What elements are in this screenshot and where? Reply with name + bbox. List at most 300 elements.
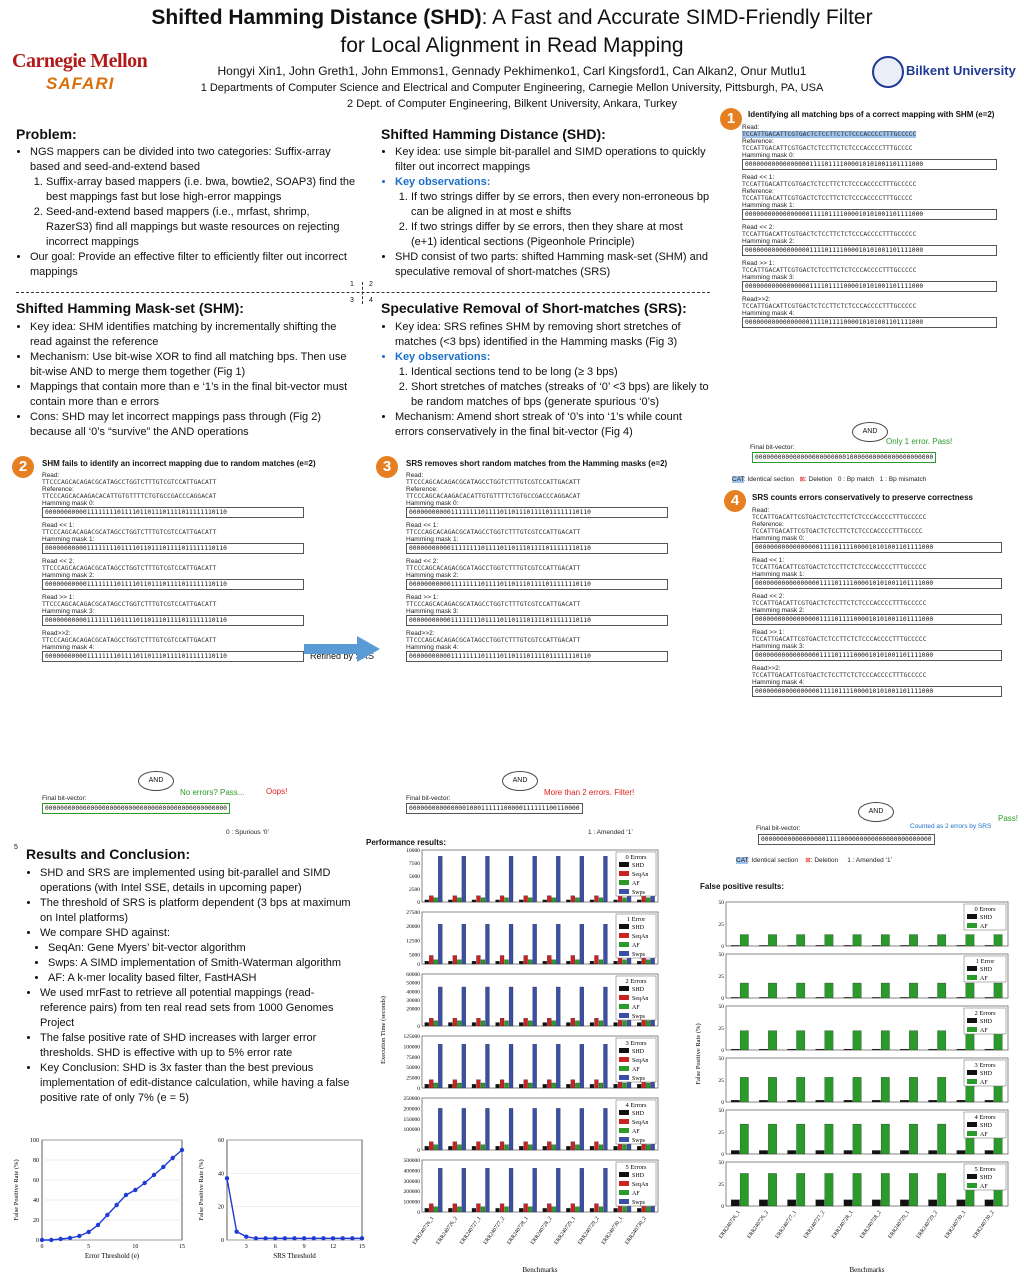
fp-error-series-line xyxy=(42,1150,182,1240)
legend-label-swps: Swps xyxy=(632,890,646,896)
bar-shd xyxy=(929,945,937,946)
bar-shd xyxy=(425,961,429,964)
fig3-mask1-label: Hamming mask 1: xyxy=(406,536,459,543)
panel-ytick: 250000 xyxy=(403,1096,420,1102)
bar-af xyxy=(528,1207,532,1212)
legend-label-swps: Swps xyxy=(632,1200,646,1206)
bar-af xyxy=(966,983,974,998)
bar-swps xyxy=(556,924,560,964)
bar-shd xyxy=(590,900,594,902)
bar-seqan xyxy=(595,896,599,902)
bar-swps xyxy=(556,1108,560,1150)
legend-label-shd: SHD xyxy=(980,1071,993,1077)
legend-label-shd: SHD xyxy=(632,1111,645,1117)
bar-af xyxy=(825,1124,833,1154)
legend-label-shd: SHD xyxy=(980,915,993,921)
bar-af xyxy=(909,1124,917,1154)
panel-ytick: 100000 xyxy=(403,1199,420,1206)
bar-shd xyxy=(872,945,880,946)
category-label: ERR240728_1 xyxy=(506,1215,530,1246)
bar-af xyxy=(768,935,776,946)
bar-shd xyxy=(872,1100,880,1102)
legend-swatch-af xyxy=(619,942,629,947)
shd-bullet-2b: 2. If two strings differ by ≤e errors, then they share at most (e+1) identical sections (Pigeonhole Principle) xyxy=(411,220,711,250)
legend-swatch-af xyxy=(619,1004,629,1009)
legend-swatch-af xyxy=(967,975,977,980)
fig4-mask1-label: Hamming mask 1: xyxy=(752,571,805,578)
fig3-read-seq: TTCCCAGCACAGACGCATAGCCTGGTCTTTGTCGTCCATTGACATT xyxy=(406,479,581,486)
panel-legend-title: 4 Errors xyxy=(974,1114,996,1121)
fig1-read-shift2: TCCATTGACATTCGTGACTCTCCTTCTCTCCCACCCCTTTGCCCCC xyxy=(742,231,917,238)
figure-1-badge: 1 xyxy=(720,108,742,130)
bar-shd xyxy=(496,1208,500,1212)
fig2-shift4: TTCCCAGCACAGACGCATAGCCTGGTCTTTGTCGTCCATTGACATT xyxy=(42,637,217,644)
bar-swps xyxy=(438,1108,442,1150)
fp-srs-point xyxy=(283,1236,287,1240)
fp-srs-point xyxy=(273,1236,277,1240)
fig2-mask4: 000000000001111111101111011011101111011111110110 xyxy=(42,651,304,662)
fp-srs-ytick: 0 xyxy=(221,1238,224,1244)
bar-shd xyxy=(929,997,937,998)
category-label: ERR240727_1 xyxy=(458,1215,483,1246)
bar-shd xyxy=(844,1200,852,1206)
fig3-mask0-label: Hamming mask 0: xyxy=(406,500,459,507)
problem-section xyxy=(16,126,356,280)
bar-af xyxy=(938,935,946,946)
bar-shd xyxy=(788,945,796,946)
bar-shd xyxy=(759,1150,767,1154)
bar-seqan xyxy=(642,896,646,902)
bar-af xyxy=(528,960,532,964)
bar-af xyxy=(825,1031,833,1050)
fig3-final-label: Final bit-vector: xyxy=(406,795,451,802)
legend-swatch-seqan xyxy=(619,871,629,876)
quadrant-divider-v xyxy=(362,282,363,304)
bar-af xyxy=(938,983,946,998)
bar-af xyxy=(938,1124,946,1154)
fig3-mask0: 000000000001111111101111011011101111011111110110 xyxy=(406,507,668,518)
bar-af xyxy=(623,1083,627,1088)
legend-swatch-swps xyxy=(619,1199,629,1204)
category-label: ERR240726_1 xyxy=(411,1215,436,1246)
bar-af xyxy=(797,983,805,998)
affiliation-1: 1 Departments of Computer Science and Electrical and Computer Engineering, Carnegie Mellon University, Pittsburgh, PA, USA xyxy=(200,82,824,94)
bar-af xyxy=(768,1173,776,1206)
legend-swatch-swps xyxy=(619,951,629,956)
fp-srs-ytick: 20 xyxy=(218,1204,224,1211)
bar-af xyxy=(552,1145,556,1150)
fig4-shift4-label: Read>>2: xyxy=(752,665,781,672)
fig2-ref-label: Reference: xyxy=(42,486,74,493)
bar-af xyxy=(853,1031,861,1050)
srs-bullet-1: • Key idea: SRS refines SHM by removing short stretches of matches (<3 bps) identified in the Hamming masks (Fig 3) xyxy=(395,320,711,350)
fig1-read-shift3-label: Read >> 1: xyxy=(742,260,775,267)
panel-legend-title: 5 Errors xyxy=(974,1166,996,1173)
fig4-shift3-label: Read >> 1: xyxy=(752,629,785,636)
fp-srs-ylabel: False Positive Rate (%) xyxy=(198,1159,205,1221)
fp-error-point xyxy=(161,1165,165,1169)
bar-shd xyxy=(957,1150,965,1154)
affiliation-2: 2 Dept. of Computer Engineering, Bilkent University, Ankara, Turkey xyxy=(347,98,677,110)
fig4-read-label: Read: xyxy=(752,507,770,514)
bar-af xyxy=(505,1207,509,1212)
panel-ytick: 0 xyxy=(417,1148,420,1154)
legend-swatch-af xyxy=(967,923,977,928)
bar-seqan xyxy=(500,955,504,964)
problem-bullet-1a: 1. Suffix-array based mappers (i.e. bwa, bowtie2, SOAP3) find the best mappings fast but lose high-error mappings xyxy=(46,175,356,205)
bar-af xyxy=(768,983,776,998)
category-label: ERR240726_2 xyxy=(435,1215,460,1246)
bar-seqan xyxy=(500,896,504,902)
bar-seqan xyxy=(453,1018,457,1026)
fp-error-point xyxy=(68,1236,72,1240)
category-label: ERR240727_1 xyxy=(774,1209,799,1240)
bar-shd xyxy=(788,1150,796,1154)
fig4-mask0: 00000000000000000111101111000010101001101111000 xyxy=(752,542,1002,553)
bar-af xyxy=(481,1083,485,1088)
bar-shd xyxy=(637,900,641,902)
category-label: ERR240730_1 xyxy=(943,1209,968,1240)
bar-af xyxy=(740,935,748,946)
safari-logo: SAFARI xyxy=(46,74,115,93)
bar-af xyxy=(575,1083,579,1088)
bar-shd xyxy=(448,900,452,902)
bar-shd xyxy=(872,1150,880,1154)
srs-bullet-2a: 1. Identical sections tend to be long (≥ 3 bps) xyxy=(411,365,711,380)
bar-swps xyxy=(580,1044,584,1088)
bar-shd xyxy=(759,945,767,946)
bar-seqan xyxy=(453,896,457,902)
bar-shd xyxy=(816,1150,824,1154)
fig2-oops: Oops! xyxy=(266,787,288,796)
fig1-mask1-label: Hamming mask 1: xyxy=(742,202,795,209)
panel-ytick: 200000 xyxy=(403,1106,420,1113)
figure-3 xyxy=(406,472,668,772)
bar-seqan xyxy=(547,896,551,902)
bar-af xyxy=(646,1083,650,1088)
bar-seqan xyxy=(453,1080,457,1088)
panel-ytick: 25000 xyxy=(406,1075,420,1082)
legend-swatch-swps xyxy=(619,1075,629,1080)
bar-shd xyxy=(614,900,618,902)
fp-error-xtick: 10 xyxy=(132,1244,139,1250)
legend-label-shd: SHD xyxy=(632,1049,645,1055)
poster-title-line2: for Local Alignment in Read Mapping xyxy=(340,34,684,57)
bar-seqan xyxy=(500,1018,504,1026)
bar-af xyxy=(552,960,556,964)
problem-bullet-1b: 2. Seed-and-extend based mappers (i.e., mrfast, shrimp, RazerS3) find all mappings but waste resources on rejecting incorrect mappings xyxy=(46,205,356,250)
shm-section xyxy=(16,300,356,440)
bar-af xyxy=(505,898,509,902)
fig2-shift2-label: Read << 2: xyxy=(42,558,75,565)
bar-af xyxy=(853,935,861,946)
bar-af xyxy=(825,1077,833,1102)
panel-ytick: 0 xyxy=(721,1152,724,1158)
bar-af xyxy=(881,935,889,946)
fig2-final-vector: 000000000000000000000000000000000000000000000000 xyxy=(42,803,230,814)
legend-swatch-af xyxy=(619,1190,629,1195)
bar-af xyxy=(505,1145,509,1150)
bar-swps xyxy=(604,924,608,964)
bar-shd xyxy=(496,900,500,902)
bar-swps xyxy=(556,1168,560,1212)
fig1-mask0-label: Hamming mask 0: xyxy=(742,152,795,159)
bar-shd xyxy=(929,1150,937,1154)
results-bullet-3b: • Swps: A SIMD implementation of Smith-Waterman algorithm xyxy=(48,956,356,971)
bar-swps xyxy=(556,987,560,1026)
bar-af xyxy=(768,1077,776,1102)
bar-af xyxy=(740,1077,748,1102)
panel-legend-title: 3 Errors xyxy=(625,1040,647,1047)
bar-shd xyxy=(731,1200,739,1206)
bar-shd xyxy=(614,1208,618,1212)
fig4-ref-label: Reference: xyxy=(752,521,784,528)
bar-seqan xyxy=(547,1018,551,1026)
fp-error-ytick: 20 xyxy=(33,1218,39,1224)
bar-seqan xyxy=(500,1142,504,1150)
bar-af xyxy=(434,898,438,902)
bar-shd xyxy=(448,1146,452,1150)
fp-srs-ytick: 40 xyxy=(218,1171,224,1178)
bar-shd xyxy=(614,1146,618,1150)
bar-af xyxy=(623,1207,627,1212)
category-label: ERR240726_1 xyxy=(718,1209,742,1240)
fp-error-ytick: 60 xyxy=(33,1178,39,1184)
bar-swps xyxy=(604,856,608,902)
bar-af xyxy=(825,935,833,946)
bar-af xyxy=(623,1021,627,1026)
panel-ytick: 5000 xyxy=(409,874,420,880)
fp-srs-point xyxy=(350,1236,354,1240)
srs-bullet-3: • Mechanism: Amend short streak of ‘0’s into ‘1’s while count errors conservatively in the final bit-vector (Fig 4) xyxy=(395,410,711,440)
panel-legend-title: 0 Errors xyxy=(974,906,996,913)
bar-af xyxy=(881,983,889,998)
quadrant-4-label: 4 xyxy=(369,297,373,304)
bar-swps xyxy=(509,856,513,902)
results-section xyxy=(26,846,356,1106)
bar-shd xyxy=(844,1049,852,1050)
bar-shd xyxy=(614,1023,618,1026)
bar-swps xyxy=(438,1044,442,1088)
panel-ytick: 20000 xyxy=(406,924,420,931)
bar-shd xyxy=(985,1049,993,1050)
bar-af xyxy=(599,898,603,902)
bar-swps xyxy=(604,1044,608,1088)
bar-af xyxy=(457,898,461,902)
fig4-mask2-label: Hamming mask 2: xyxy=(752,607,805,614)
fp-error-ytick: 40 xyxy=(33,1198,39,1204)
bar-af xyxy=(881,1173,889,1206)
panel-ytick: 27500 xyxy=(406,910,420,916)
fig3-shift3-label: Read >> 1: xyxy=(406,594,439,601)
panel-ytick: 50 xyxy=(718,1056,724,1062)
fp-error-point xyxy=(152,1173,156,1177)
bar-shd xyxy=(900,1150,908,1154)
legend-swatch-af xyxy=(619,1128,629,1133)
cmu-logo: Carnegie Mellon xyxy=(12,50,148,72)
bar-shd xyxy=(872,997,880,998)
legend-label-af: AF xyxy=(980,976,988,982)
bar-shd xyxy=(929,1100,937,1102)
fig4-shift2: TCCATTGACATTCGTGACTCTCCTTCTCTCCCACCCCTTTGCCCCC xyxy=(752,600,927,607)
fig1-mask0: 00000000000000000111101111000010101001101111000 xyxy=(742,159,997,170)
panel-ytick: 50 xyxy=(718,1160,724,1166)
legend-label-shd: SHD xyxy=(980,1019,993,1025)
legend-label-seqan: SeqAn xyxy=(632,872,649,878)
fig1-mask2-label: Hamming mask 2: xyxy=(742,238,795,245)
bar-seqan xyxy=(500,1204,504,1212)
panel-ytick: 60000 xyxy=(406,972,420,978)
legend-label-swps: Swps xyxy=(632,952,646,958)
bar-shd xyxy=(496,1023,500,1026)
panel-ytick: 50 xyxy=(718,900,724,906)
bar-swps xyxy=(438,987,442,1026)
bar-seqan xyxy=(524,896,528,902)
shd-bullet-1: • Key idea: use simple bit-parallel and SIMD operations to quickly filter out incorrect mappings xyxy=(395,145,711,175)
bar-af xyxy=(853,1124,861,1154)
problem-bullet-2: • Our goal: Provide an effective filter to efficiently filter out incorrect mappings xyxy=(30,250,356,280)
panel-ytick: 0 xyxy=(721,996,724,1002)
bar-seqan xyxy=(547,1204,551,1212)
fig3-mask1: 000000000001111111101111011011101111011111110110 xyxy=(406,543,668,554)
fp-error-point xyxy=(180,1148,184,1152)
fp-error-xlabel: Error Threshold (e) xyxy=(84,1252,140,1260)
legend-label-seqan: SeqAn xyxy=(632,1120,649,1126)
quadrant-5-label: 5 xyxy=(14,844,18,851)
fig2-mask4-label: Hamming mask 4: xyxy=(42,644,95,651)
bar-af xyxy=(909,983,917,998)
fig1-final-vector: 00000000000000000000000010000000000000000000000 xyxy=(752,452,936,463)
fig2-final-label: Final bit-vector: xyxy=(42,795,87,802)
bar-af xyxy=(623,960,627,964)
fig4-mask0-label: Hamming mask 0: xyxy=(752,535,805,542)
bar-shd xyxy=(929,1200,937,1206)
perf-ylabel: Execution Time (seconds) xyxy=(380,996,387,1064)
fp-error-point xyxy=(114,1203,118,1207)
panel-ytick: 75000 xyxy=(406,1054,420,1061)
fig2-shift1: TTCCCAGCACAGACGCATAGCCTGGTCTTTGTCGTCCATTGACATT xyxy=(42,529,217,536)
fig3-shift4-label: Read>>2: xyxy=(406,630,435,637)
fig2-mask3: 000000000001111111101111011011101111011111110110 xyxy=(42,615,304,626)
fig4-mask4: 00000000000000000111101111000010101001101111000 xyxy=(752,686,1002,697)
bar-af xyxy=(505,960,509,964)
fig3-shift2-label: Read << 2: xyxy=(406,558,439,565)
fp-srs-xtick: 3 xyxy=(244,1244,248,1250)
bar-swps xyxy=(580,856,584,902)
fig3-shift4: TTCCCAGCACAGACGCATAGCCTGGTCTTTGTCGTCCATTGACATT xyxy=(406,637,581,644)
legend-swatch-shd xyxy=(619,1172,629,1177)
bar-shd xyxy=(566,1084,570,1088)
bar-af xyxy=(481,1145,485,1150)
panel-ytick: 25 xyxy=(718,1026,724,1032)
bar-shd xyxy=(957,945,965,946)
bar-shd xyxy=(731,1049,739,1050)
srs-heading: Speculative Removal of Short-matches (SRS): xyxy=(381,300,687,316)
bar-af xyxy=(552,1083,556,1088)
legend-swatch-shd xyxy=(967,966,977,971)
bar-af xyxy=(740,1031,748,1050)
bar-af xyxy=(457,1145,461,1150)
bar-af xyxy=(853,1077,861,1102)
shm-bullet-2: • Mechanism: Use bit-wise XOR to find all matching bps. Then use bit-wise AND to merge them together (Fig 1) xyxy=(30,350,356,380)
legend-swatch-swps xyxy=(619,889,629,894)
bar-swps xyxy=(486,1108,490,1150)
fig2-ref-seq: TTCCCAGCACAAGACACATTGTGTTTTCTGTGCCGACCCAGGACAT xyxy=(42,493,217,500)
bar-af xyxy=(528,898,532,902)
figure-2 xyxy=(42,472,304,772)
bar-swps xyxy=(533,1108,537,1150)
fig1-mask3-label: Hamming mask 3: xyxy=(742,274,795,281)
fig4-read-seq: TCCATTGACATTCGTGACTCTCCTTCTCTCCCACCCCTTTGCCCCC xyxy=(752,514,927,521)
fp-error-point xyxy=(58,1237,62,1241)
fp-srs-xlabel: SRS Threshold xyxy=(273,1252,316,1260)
bar-shd xyxy=(872,1049,880,1050)
fig4-shift4: TCCATTGACATTCGTGACTCTCCTTCTCTCCCACCCCTTTGCCCCC xyxy=(752,672,927,679)
panel-ytick: 0 xyxy=(721,1100,724,1106)
panel-ytick: 0 xyxy=(721,944,724,950)
fp-error-point xyxy=(77,1234,81,1238)
bar-shd xyxy=(472,1084,476,1088)
figure-1 xyxy=(742,124,997,464)
fp-srs-point xyxy=(321,1236,325,1240)
fig1-mask1: 00000000000000000111101111000010101001101111000 xyxy=(742,209,997,220)
category-label: ERR240729_2 xyxy=(915,1209,940,1240)
results-heading: Results and Conclusion: xyxy=(26,846,191,862)
bar-af xyxy=(457,1207,461,1212)
panel-ytick: 7500 xyxy=(409,861,420,867)
bar-af xyxy=(994,935,1002,946)
fig3-mask2-label: Hamming mask 2: xyxy=(406,572,459,579)
bar-af xyxy=(528,1145,532,1150)
legend-swatch-shd xyxy=(619,924,629,929)
panel-ytick: 0 xyxy=(721,1048,724,1054)
results-bullet-3c: • AF: A k-mer locality based filter, FastHASH xyxy=(48,971,356,986)
bar-shd xyxy=(637,1023,641,1026)
fig1-result: Only 1 error. Pass! xyxy=(886,437,953,446)
bar-shd xyxy=(425,900,429,902)
legend-label-af: AF xyxy=(632,1005,640,1011)
bar-swps xyxy=(486,924,490,964)
bar-swps xyxy=(604,987,608,1026)
panel-ytick: 0 xyxy=(417,1024,420,1030)
fig2-and-node: AND xyxy=(138,771,174,791)
fig3-shift3: TTCCCAGCACAGACGCATAGCCTGGTCTTTGTCGTCCATTGACATT xyxy=(406,601,581,608)
bar-af xyxy=(825,1173,833,1206)
bar-swps xyxy=(509,1108,513,1150)
fig1-read-shift1: TCCATTGACATTCGTGACTCTCCTTCTCTCCCACCCCTTTGCCCCC xyxy=(742,181,917,188)
bar-shd xyxy=(519,1208,523,1212)
bar-swps xyxy=(486,856,490,902)
fig1-read-seq: TCCATTGACATTCGTGACTCTCCTTCTCTCCCACCCCTTTGCCCCC xyxy=(742,131,917,138)
legend-swatch-seqan xyxy=(619,933,629,938)
bar-af xyxy=(768,1124,776,1154)
fig1-final-label: Final bit-vector: xyxy=(750,444,795,451)
legend-label-af: AF xyxy=(980,1028,988,1034)
bar-shd xyxy=(637,1208,641,1212)
bar-shd xyxy=(900,1100,908,1102)
fig1-ref-seq-2: TCCATTGACATTCGTGACTCTCCTTCTCTCCCACCCCTTTGCCCC xyxy=(742,195,913,202)
bar-seqan xyxy=(429,1080,433,1088)
bar-shd xyxy=(519,961,523,964)
fig3-read-label: Read: xyxy=(406,472,424,479)
panel-ytick: 200000 xyxy=(403,1189,420,1196)
bar-af xyxy=(797,1173,805,1206)
fig3-legend: 1 : Amended ‘1’ xyxy=(588,829,633,836)
srs-section xyxy=(381,300,711,440)
fig1-read-shift2-label: Read << 2: xyxy=(742,224,775,231)
bar-shd xyxy=(872,1200,880,1206)
legend-swatch-af xyxy=(967,1079,977,1084)
